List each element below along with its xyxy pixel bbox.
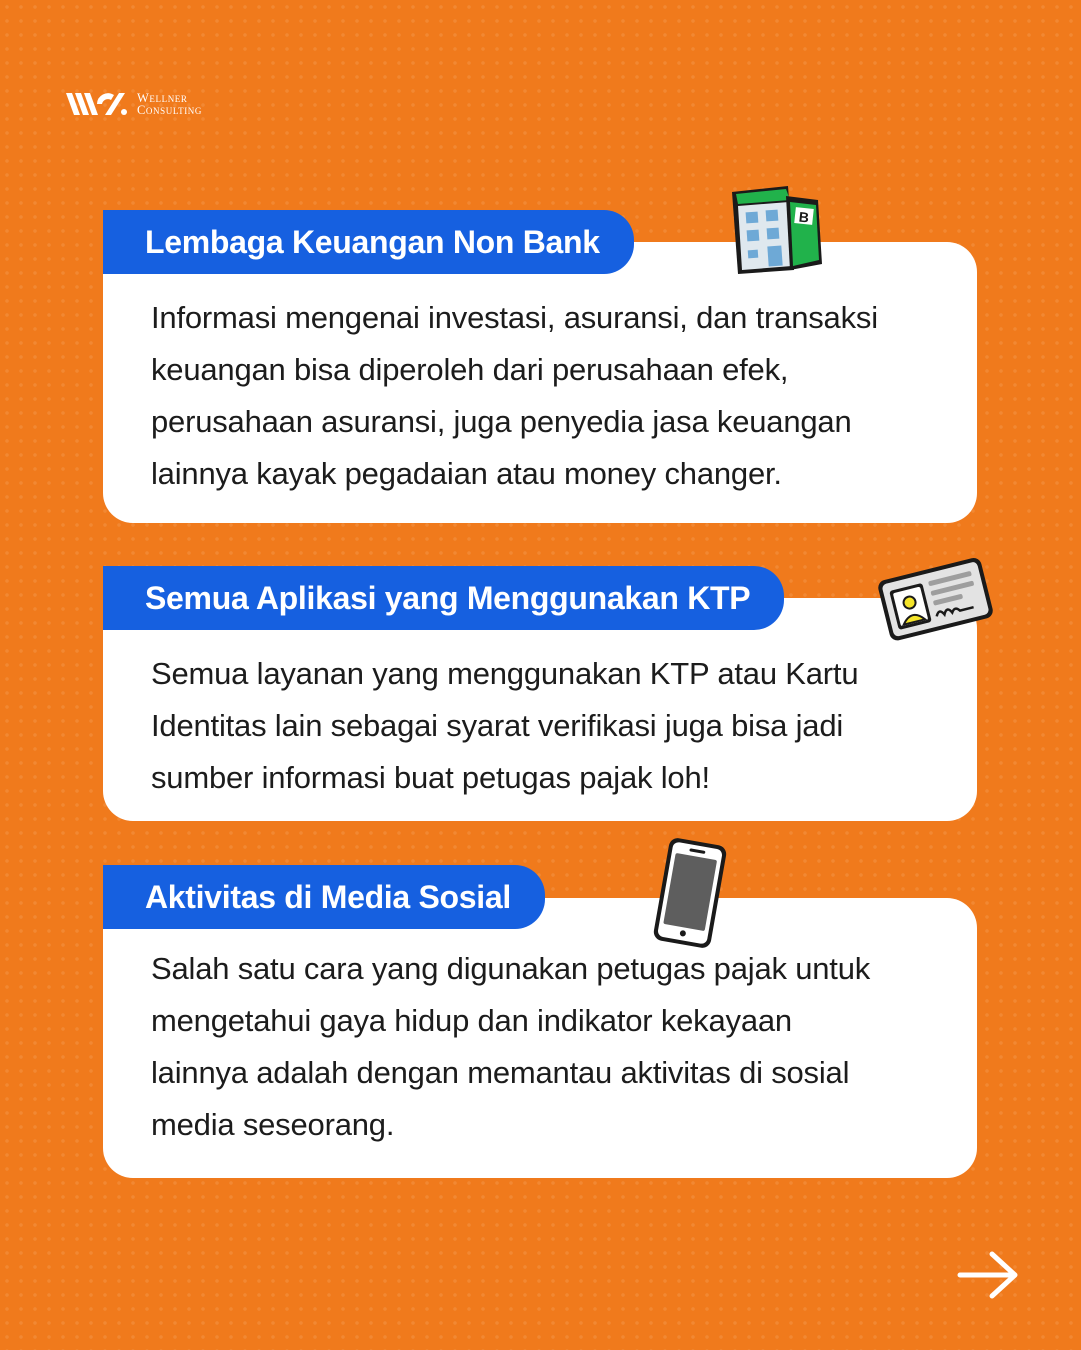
- brand-name-line2: Consulting: [137, 103, 203, 117]
- bank-building-icon: [726, 178, 826, 276]
- info-card-text: [151, 943, 937, 1151]
- text-line: perusahaan asuransi, juga penyedia jasa keuangan: [151, 404, 852, 439]
- brand-name-line1: Wellner: [137, 91, 188, 105]
- brand-name: [137, 92, 202, 116]
- info-card-lembaga-keuangan: [103, 242, 977, 523]
- text-line: keuangan bisa diperoleh dari perusahaan efek,: [151, 352, 789, 387]
- text-line: Identitas lain sebagai syarat verifikasi juga bisa jadi: [151, 708, 844, 743]
- text-line: media seseorang.: [151, 1107, 395, 1142]
- arrow-right-icon[interactable]: [956, 1250, 1020, 1300]
- section-title-lembaga-keuangan: Lembaga Keuangan Non Bank: [103, 210, 634, 274]
- section-title-aplikasi-ktp: Semua Aplikasi yang Menggunakan KTP: [103, 566, 784, 630]
- bank-sign-letter: B: [798, 208, 810, 226]
- info-card-media-sosial: [103, 898, 977, 1178]
- text-line: Salah satu cara yang digunakan petugas pajak untuk: [151, 951, 871, 986]
- text-line: mengetahui gaya hidup dan indikator kekayaan: [151, 1003, 792, 1038]
- text-line: sumber informasi buat petugas pajak loh!: [151, 760, 710, 795]
- wellner-logo-icon: [64, 90, 130, 118]
- id-card-icon: [876, 550, 996, 644]
- text-line: Informasi mengenai investasi, asuransi, dan transaksi: [151, 300, 878, 335]
- text-line: Semua layanan yang menggunakan KTP atau Kartu: [151, 656, 859, 691]
- info-card-text: [151, 292, 937, 500]
- smartphone-icon: [644, 836, 736, 950]
- info-card-text: [151, 648, 937, 804]
- brand-logo: [64, 90, 202, 118]
- info-card-aplikasi-ktp: [103, 598, 977, 821]
- text-line: lainnya adalah dengan memantau aktivitas di sosial: [151, 1055, 850, 1090]
- section-title-media-sosial: Aktivitas di Media Sosial: [103, 865, 545, 929]
- text-line: lainnya kayak pegadaian atau money changer.: [151, 456, 782, 491]
